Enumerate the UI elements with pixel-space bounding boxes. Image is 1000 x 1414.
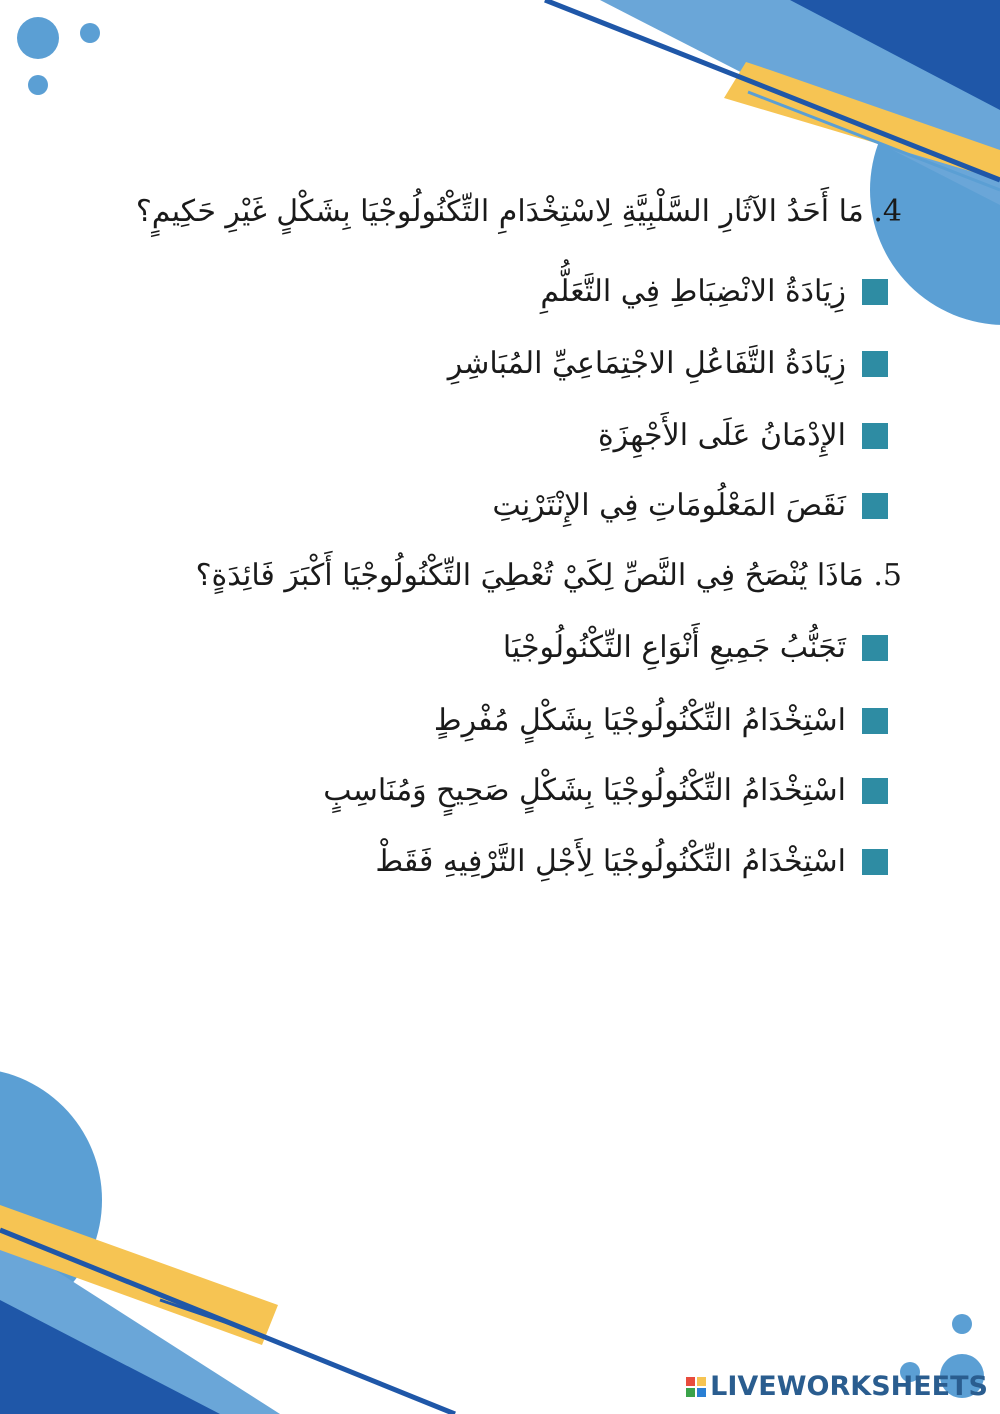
question-5-option-4[interactable] [375,842,888,881]
option-label: زِيَادَةُ الانْضِبَاطِ فِي التَّعَلُّمِ [540,274,846,309]
option-label: اسْتِخْدَامُ التِّكْنُولُوجْيَا بِشَكْلٍ صَحِيحٍ وَمُنَاسِبٍ [323,773,846,808]
option-label: تَجَنُّبُ جَمِيعِ أَنْوَاعِ التِّكْنُولُوجْيَا [502,630,846,665]
question-5-text: 5. مَاذَا يُنْصَحُ فِي النَّصِّ لِكَيْ تُعْطِيَ التِّكْنُولُوجْيَا أَكْبَرَ فَائِدَةٍ؟ [195,558,902,593]
option-label: نَقَصَ المَعْلُومَاتِ فِي الإِنْتَرْنِتِ [492,488,846,523]
option-label: اسْتِخْدَامُ التِّكْنُولُوجْيَا لِأَجْلِ التَّرْفِيهِ فَقَطْ [375,844,846,879]
option-square-icon [862,778,888,804]
question-4-option-1[interactable] [540,272,888,311]
option-square-icon [862,708,888,734]
question-5-option-3[interactable] [323,771,888,810]
option-label: اسْتِخْدَامُ التِّكْنُولُوجْيَا بِشَكْلٍ مُفْرِطٍ [433,703,846,738]
option-square-icon [862,635,888,661]
brand-text: LIVEWORKSHEETS [710,1371,988,1402]
question-5-option-1[interactable] [503,628,888,667]
option-square-icon [862,849,888,875]
question-4-text: 4. مَا أَحَدُ الآثَارِ السَّلْبِيَّةِ لِاسْتِخْدَامِ التِّكْنُولُوجْيَا بِشَكْلٍ غَيْرِ حَكِيمٍ؟ [135,194,902,229]
option-square-icon [862,279,888,305]
option-label: الإِدْمَانُ عَلَى الأَجْهِزَةِ [597,418,846,453]
question-4-option-4[interactable] [492,486,888,525]
question-5-option-2[interactable] [434,701,888,740]
question-4-option-2[interactable] [448,344,888,383]
option-square-icon [862,423,888,449]
question-4-option-3[interactable] [598,416,888,455]
option-square-icon [862,493,888,519]
option-square-icon [862,351,888,377]
option-label: زِيَادَةُ التَّفَاعُلِ الاجْتِمَاعِيِّ المُبَاشِرِ [447,346,846,381]
liveworksheets-branding [686,1371,988,1402]
liveworksheets-logo-icon [686,1377,706,1397]
